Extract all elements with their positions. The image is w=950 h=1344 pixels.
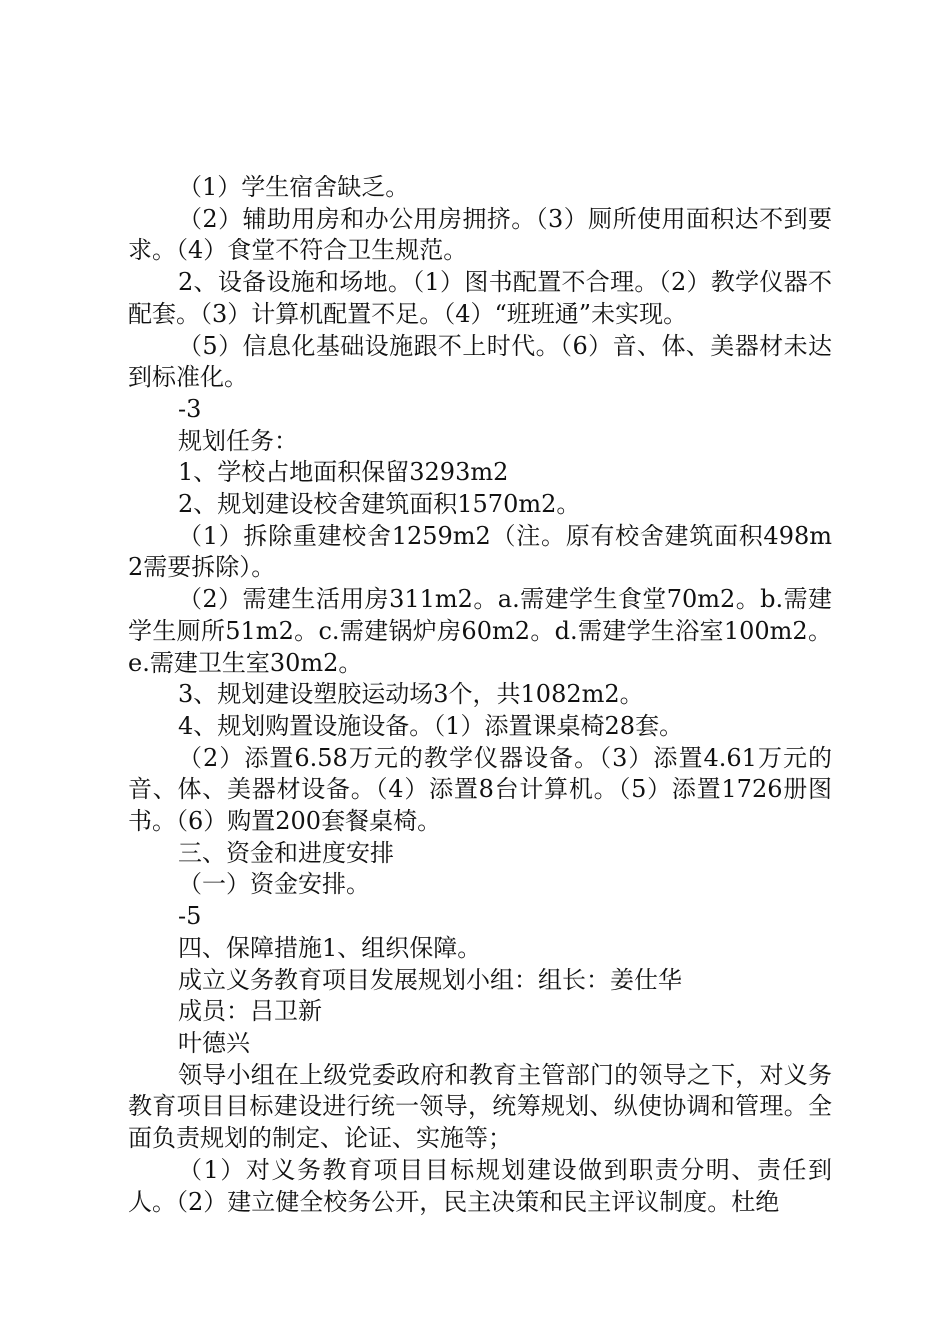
paragraph-purchase-details: （2）添置6.58万元的教学仪器设备。（3）添置4.61万元的音、体、美器材设备。（4）添置8台计算机。（5）添置1726册图书。（6）购置200套餐桌椅。 [128,743,832,836]
paragraph-rebuild: （1）拆除重建校舍1259m2（注。原有校舍建筑面积498m2需要拆除）。 [128,521,832,582]
paragraph-responsibilities: （1）对义务教育项目目标规划建设做到职责分明、责任到人。（2）建立健全校务公开，民主决策和民主评议制度。杜绝 [128,1155,832,1216]
paragraph-group-leader: 成立义务教育项目发展规划小组：组长：姜仕华 [178,965,682,994]
section-heading-funds: 三、资金和进度安排 [178,838,394,867]
paragraph-building-area: 2、规划建设校舍建筑面积1570m2。 [178,490,581,519]
paragraph-auxiliary-rooms: （2）辅助用房和办公用房拥挤。（3）厕所使用面积达不到要求。（4）食堂不符合卫生规范。 [128,204,832,265]
document-page [128,172,832,1218]
paragraph-purchase: 4、规划购置设施设备。（1）添置课桌椅28套。 [178,711,684,740]
paragraph-land-area: 1、学校占地面积保留3293m2 [178,458,509,487]
section-heading-planning-tasks: 规划任务： [178,426,298,455]
paragraph-leadership-group: 领导小组在上级党委政府和教育主管部门的领导之下，对义务教育项目目标建设进行统一领导，统筹规划、纵使协调和管理。全面负责规划的制定、论证、实施等； [128,1060,832,1153]
subheading-fund-arrangement: （一）资金安排。 [178,870,370,899]
paragraph-equipment: 2、设备设施和场地。（1）图书配置不合理。（2）教学仪器不配套。（3）计算机配置不足。（4）“班班通”未实现。 [128,268,832,328]
page-number-5: -5 [178,902,202,931]
paragraph-sports-field: 3、规划建设塑胶运动场3个，共1082m2。 [178,680,644,709]
paragraph-dormitory: （1）学生宿舍缺乏。 [178,173,410,201]
page-number-3: -3 [178,394,202,423]
section-heading-safeguards: 四、保障措施1、组织保障。 [178,933,482,962]
paragraph-member-1: 成员：吕卫新 [178,997,322,1026]
paragraph-informatization: （5）信息化基础设施跟不上时代。（6）音、体、美器材未达到标准化。 [128,331,832,392]
paragraph-living-rooms: （2）需建生活用房311m2。a.需建学生食堂70m2。b.需建学生厕所51m2。c.需建锅炉房60m2。d.需建学生浴室100m2。e.需建卫生室30m2。 [128,585,832,677]
paragraph-member-2: 叶德兴 [178,1028,250,1057]
